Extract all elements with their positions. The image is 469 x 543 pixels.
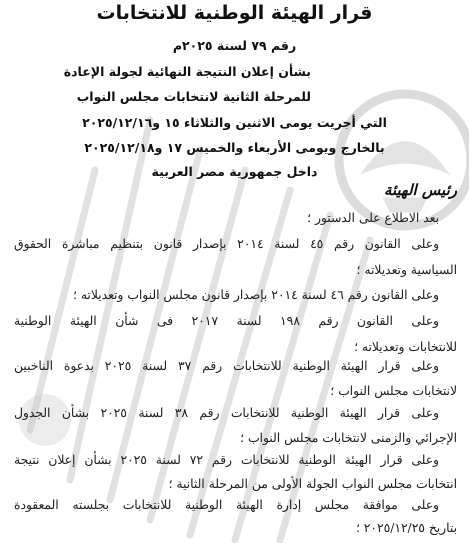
paragraph-line: بعد الاطلاع على الدستور ؛ — [307, 211, 439, 225]
paragraph-line: وعلى القانون رقم ١٩٨ لسنة ٢٠١٧ فى شأن الهيئة الوطنية — [14, 314, 439, 328]
paragraph-line: الإجرائي والزمنى لانتخابات مجلس النواب ؛ — [240, 431, 457, 445]
paragraph-line: وعلى القانون رقم ٤٦ لسنة ٢٠١٤ بإصدار قانون مجلس النواب وتعديلاته ؛ — [73, 288, 439, 302]
paragraph-line: بتاريخ ٢٠٢٥/١٢/٢٥ ؛ — [355, 521, 457, 535]
subject-line-5: داخل جمهورية مصر العربية — [151, 164, 318, 179]
decree-title: قرار الهيئة الوطنية للانتخابات — [96, 2, 373, 24]
paragraph-line: للانتخابات وتعديلاته ؛ — [354, 340, 457, 354]
subject-line-2: للمرحلة الثانية لانتخابات مجلس النواب — [76, 89, 311, 104]
paragraph-line: انتخابات مجلس النواب الجولة الأولى من المرحلة الثانية ؛ — [168, 477, 457, 491]
paragraph-line: وعلى قرار الهيئة الوطنية للانتخابات رقم ٧٢ لسنة ٢٠٢٥ بشأن إعلان نتيجة — [14, 453, 439, 467]
paragraph-line: لانتخابات مجلس النواب ؛ — [330, 384, 457, 398]
section-heading: رئيس الهيئة — [383, 181, 457, 199]
decree-number: رقم ٧٩ لسنة ٢٠٢٥م — [172, 38, 297, 53]
subject-line-4: بالخارج ويومى الأربعاء والخميس ١٧ و٢٠٢٥/١٢/١٨ — [84, 140, 385, 155]
paragraph-line: وعلى القانون رقم ٤٥ لسنة ٢٠١٤ بإصدار قانون بتنظيم مباشرة الحقوق — [14, 237, 440, 251]
paragraph-line: السياسية وتعديلاته ؛ — [356, 263, 457, 277]
subject-line-3: التي أجريت يومى الاثنين والثلاثاء ١٥ و٢٠٢٥/١٢/١٦ — [82, 115, 387, 130]
paragraph-line: وعلى قرار الهيئة الوطنية للانتخابات رقم ٣٨ لسنة ٢٠٢٥ بشأن الجدول — [14, 406, 439, 420]
subject-line-1: بشأن إعلان النتيجة النهائية لجولة الإعادة — [63, 64, 311, 79]
paragraph-line: وعلى موافقة مجلس إدارة الهيئة الوطنية للانتخابات بجلسته المعقودة — [14, 498, 439, 512]
paragraph-line: وعلى قرار الهيئة الوطنية للانتخابات رقم ٣٧ لسنة ٢٠٢٥ بدعوة الناخبين — [14, 359, 439, 373]
